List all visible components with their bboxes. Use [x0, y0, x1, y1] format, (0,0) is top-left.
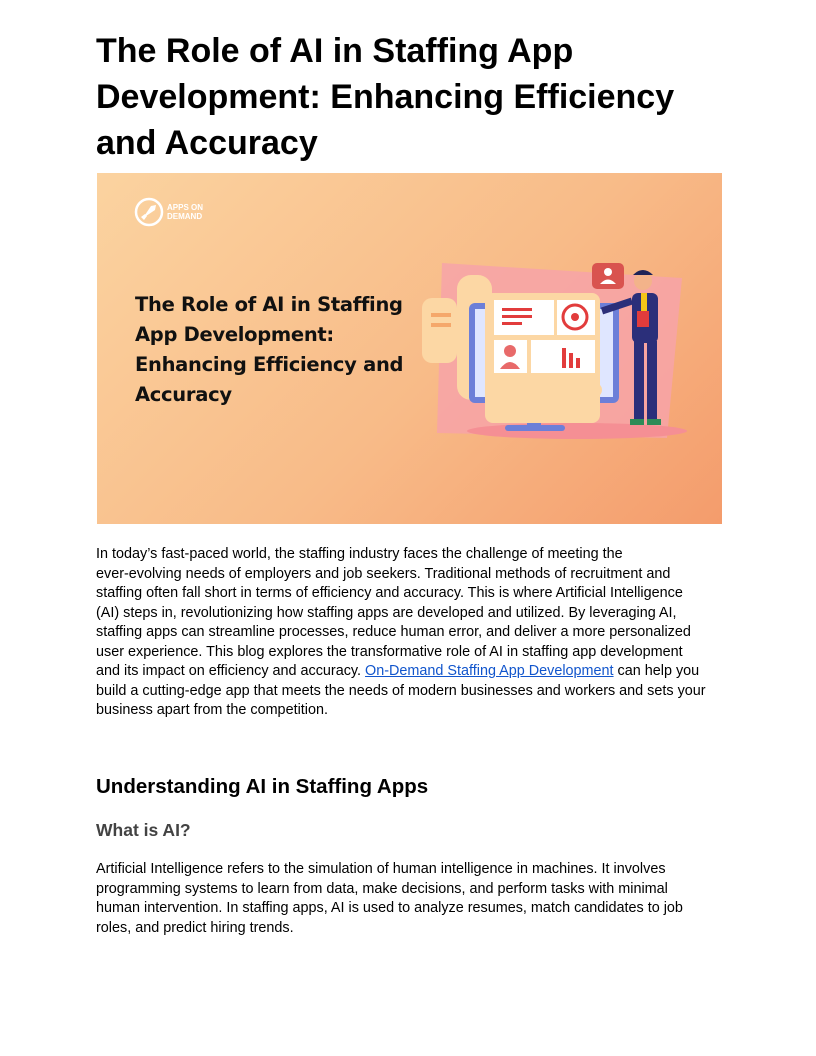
hero-title: The Role of AI in Staffing App Development: Enhancing Efficiency and Accuracy [135, 293, 404, 406]
intro-line: build a cutting-edge app that meets the needs of modern businesses and workers and sets your [96, 682, 706, 699]
intro-text: and its impact on efficiency and accuracy. [96, 663, 366, 679]
intro-paragraph [96, 545, 736, 721]
on-demand-staffing-link[interactable]: On-Demand Staffing App Development [365, 663, 614, 679]
paragraph-line: Artificial Intelligence refers to the simulation of human intelligence in machines. It involves [96, 861, 666, 877]
intro-line: ever-evolving needs of employers and job seekers. Traditional methods of recruitment and [96, 565, 671, 582]
intro-line: business apart from the competition. [96, 702, 328, 718]
paragraph-line: roles, and predict hiring trends. [96, 919, 294, 936]
intro-line: user experience. This blog explores the transformative role of AI in staffing app development [96, 643, 683, 660]
intro-line: In today’s fast-paced world, the staffing industry faces the challenge of meeting the [96, 546, 623, 562]
intro-line: staffing apps can streamline processes, reduce human error, and deliver a more personalized [96, 624, 691, 640]
section-subheading: What is AI? [96, 820, 191, 840]
page-title: The Role of AI in Staffing App Development: Enhancing Efficiency and Accuracy [96, 32, 675, 162]
what-is-ai-paragraph [96, 860, 736, 938]
apps-on-demand-logo [134, 197, 203, 227]
intro-line: staffing often fall short in terms of efficiency and accuracy. This is where Artificial Intelligence [96, 585, 683, 601]
intro-line: (AI) steps in, revolutionizing how staffing apps are developed and utilized. By leveraging AI, [96, 604, 677, 621]
staffing-illustration [417, 253, 717, 453]
paragraph-line: programming systems to learn from data, make decisions, and perform tasks with minimal [96, 880, 668, 897]
logo-line-2: DEMAND [167, 212, 203, 221]
intro-line [96, 662, 736, 682]
rocket-icon [134, 197, 164, 227]
paragraph-line: human intervention. In staffing apps, AI is used to analyze resumes, match candidates to job [96, 900, 683, 916]
hero-banner-image [97, 173, 722, 524]
intro-text: can help you [613, 663, 700, 679]
logo-line-1: APPS ON [167, 203, 204, 212]
section-heading: Understanding AI in Staffing Apps [96, 775, 429, 798]
